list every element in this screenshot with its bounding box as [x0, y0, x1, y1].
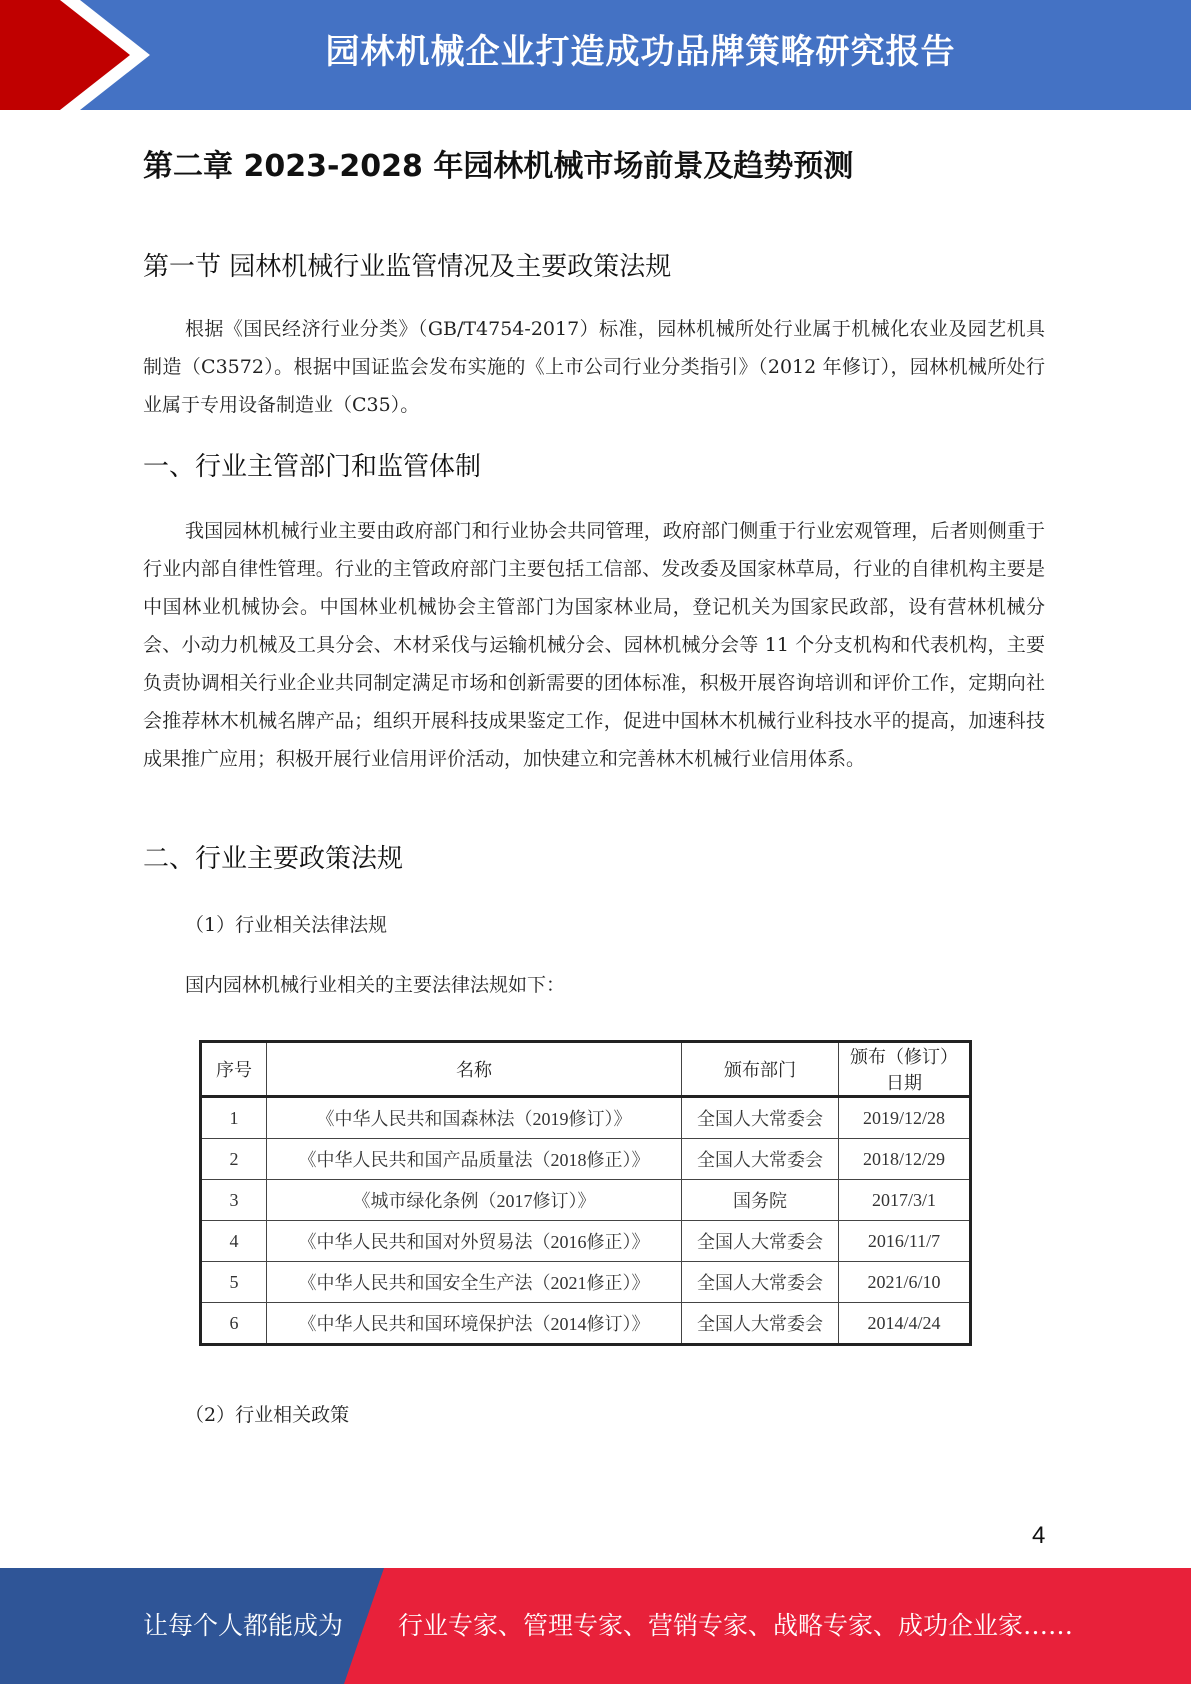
cell-index: 5 [201, 1262, 267, 1303]
cell-department: 国务院 [682, 1180, 839, 1221]
header-date-line2: 日期 [886, 1073, 922, 1094]
header-title: 园林机械企业打造成功品牌策略研究报告 [325, 32, 956, 72]
cell-department: 全国人大常委会 [682, 1262, 839, 1303]
cell-department: 全国人大常委会 [682, 1097, 839, 1139]
chapter-title: 第二章 2023-2028 年园林机械市场前景及趋势预测 [143, 149, 854, 184]
cell-index: 2 [201, 1139, 267, 1180]
table-row [201, 1139, 971, 1180]
cell-name: 《中华人民共和国对外贸易法（2016修正）》 [267, 1221, 682, 1262]
cell-department: 全国人大常委会 [682, 1221, 839, 1262]
cell-date: 2016/11/7 [839, 1221, 971, 1262]
cell-name: 《中华人民共和国环境保护法（2014修订）》 [267, 1303, 682, 1345]
laws-table-container [199, 1040, 972, 1346]
footer-slogan-right: 行业专家、管理专家、营销专家、战略专家、成功企业家…… [398, 1611, 1074, 1640]
cell-index: 4 [201, 1221, 267, 1262]
cell-name: 《中华人民共和国安全生产法（2021修正）》 [267, 1262, 682, 1303]
regulatory-paragraph: 我国园林机械行业主要由政府部门和行业协会共同管理，政府部门侧重于行业宏观管理，后者则侧重于行业内部自律性管理。行业的主管政府部门主要包括工信部、发改委及国家林草局，行业的自律机构主要是中国林业机械协会。中国林业机械协会主管部门为国家林业局，登记机关为国家民政部，设有营林机械分会、小动力机械及工具分会、木材采伐与运输机械分会、园林机械分会等 11 个分支机构和代表机构，主要负责协调相关行业企业共同制定满足市场和创新需要的团体标准，积极开展咨询培训和评价工作，定期向社会推荐林木机械名牌产品；组织开展科技成果鉴定工作，促进中国林木机械行业科技水平的提高，加速科技成果推广应用；积极开展行业信用评价活动，加快建立和完善林木机械行业信用体系。 [143, 520, 1045, 770]
header-name: 名称 [267, 1042, 682, 1097]
section-title: 第一节 园林机械行业监管情况及主要政策法规 [143, 252, 672, 282]
table-row [201, 1221, 971, 1262]
table-row [201, 1180, 971, 1221]
footer-banner [0, 1568, 1191, 1684]
subheading-laws: （1）行业相关法律法规 [185, 914, 388, 936]
cell-date: 2019/12/28 [839, 1097, 971, 1139]
table-row [201, 1262, 971, 1303]
header-date [839, 1042, 971, 1097]
cell-index: 6 [201, 1303, 267, 1345]
table-header-row [201, 1042, 971, 1097]
header-department: 颁布部门 [682, 1042, 839, 1097]
cell-name: 《中华人民共和国森林法（2019修订）》 [267, 1097, 682, 1139]
header-banner [0, 0, 1191, 110]
intro-paragraph: 根据《国民经济行业分类》（GB/T4754-2017）标准，园林机械所处行业属于机械化农业及园艺机具制造（C3572）。根据中国证监会发布实施的《上市公司行业分类指引》（2012 年修订），园林机械所处行业属于专用设备制造业（C35）。 [143, 318, 1045, 416]
cell-date: 2021/6/10 [839, 1262, 971, 1303]
table-row [201, 1303, 971, 1345]
cell-name: 《中华人民共和国产品质量法（2018修正）》 [267, 1139, 682, 1180]
cell-name: 《城市绿化条例（2017修订）》 [267, 1180, 682, 1221]
cell-index: 3 [201, 1180, 267, 1221]
footer-slogan-left: 让每个人都能成为 [143, 1611, 344, 1640]
cell-department: 全国人大常委会 [682, 1139, 839, 1180]
heading-regulatory-system: 一、行业主管部门和监管体制 [143, 452, 482, 482]
heading-policies: 二、行业主要政策法规 [143, 844, 404, 874]
header-index: 序号 [201, 1042, 267, 1097]
header-date-line1: 颁布（修订） [850, 1047, 958, 1068]
page-number: 4 [1032, 1522, 1046, 1549]
cell-index: 1 [201, 1097, 267, 1139]
laws-table [199, 1040, 972, 1346]
table-row [201, 1097, 971, 1139]
cell-department: 全国人大常委会 [682, 1303, 839, 1345]
table-intro: 国内园林机械行业相关的主要法律法规如下： [185, 974, 566, 996]
subheading-policies: （2）行业相关政策 [185, 1404, 350, 1426]
cell-date: 2018/12/29 [839, 1139, 971, 1180]
cell-date: 2014/4/24 [839, 1303, 971, 1345]
cell-date: 2017/3/1 [839, 1180, 971, 1221]
